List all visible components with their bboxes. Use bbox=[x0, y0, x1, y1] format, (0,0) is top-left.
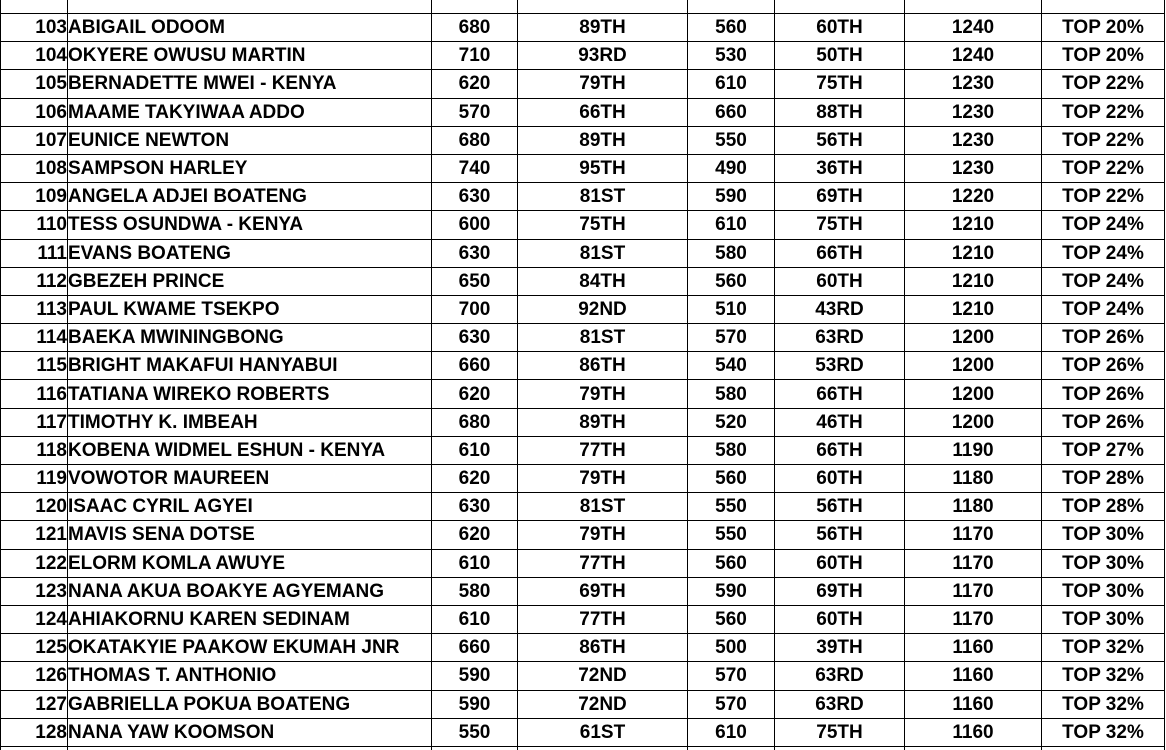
section1-percentile: 61ST bbox=[518, 718, 688, 746]
section1-score: 620 bbox=[432, 380, 518, 408]
section2-percentile: 60TH bbox=[775, 549, 905, 577]
total-score: 1240 bbox=[905, 14, 1042, 42]
rank-band: TOP 22% bbox=[1042, 126, 1165, 154]
candidate-name: BAEKA MWININGBONG bbox=[68, 324, 432, 352]
table-row bbox=[1, 70, 1165, 98]
total-score: 1210 bbox=[905, 239, 1042, 267]
total-score: 1180 bbox=[905, 465, 1042, 493]
table-row bbox=[1, 324, 1165, 352]
row-number: 106 bbox=[1, 98, 68, 126]
rank-band: TOP 30% bbox=[1042, 521, 1165, 549]
candidate-name: ELORM KOMLA AWUYE bbox=[68, 549, 432, 577]
section2-percentile: 66TH bbox=[775, 436, 905, 464]
rank-band: TOP 32% bbox=[1042, 634, 1165, 662]
section2-score: 610 bbox=[688, 718, 775, 746]
section1-percentile: 72ND bbox=[518, 662, 688, 690]
section2-score: 550 bbox=[688, 126, 775, 154]
rank-band: TOP 26% bbox=[1042, 380, 1165, 408]
section1-score: 600 bbox=[432, 211, 518, 239]
total-score: 1230 bbox=[905, 154, 1042, 182]
rank-band: TOP 27% bbox=[1042, 436, 1165, 464]
section2-score: 580 bbox=[688, 239, 775, 267]
section1-score: 630 bbox=[432, 324, 518, 352]
section2-score: 560 bbox=[688, 549, 775, 577]
table-row bbox=[1, 126, 1165, 154]
row-number: 115 bbox=[1, 352, 68, 380]
rank-band: TOP 24% bbox=[1042, 295, 1165, 323]
row-number: 125 bbox=[1, 634, 68, 662]
section2-score: 560 bbox=[688, 267, 775, 295]
bottom-border-row bbox=[1, 746, 1165, 750]
table-row bbox=[1, 605, 1165, 633]
section1-score: 660 bbox=[432, 634, 518, 662]
total-score: 1230 bbox=[905, 126, 1042, 154]
candidate-name: VOWOTOR MAUREEN bbox=[68, 465, 432, 493]
section1-score: 610 bbox=[432, 605, 518, 633]
results-table-body bbox=[1, 0, 1165, 750]
total-score: 1240 bbox=[905, 42, 1042, 70]
candidate-name: BERNADETTE MWEI - KENYA bbox=[68, 70, 432, 98]
row-number: 107 bbox=[1, 126, 68, 154]
total-score: 1210 bbox=[905, 211, 1042, 239]
section2-score: 580 bbox=[688, 380, 775, 408]
table-row bbox=[1, 267, 1165, 295]
table-row bbox=[1, 380, 1165, 408]
section1-score: 610 bbox=[432, 549, 518, 577]
row-number: 123 bbox=[1, 577, 68, 605]
section2-score: 540 bbox=[688, 352, 775, 380]
section1-score: 620 bbox=[432, 521, 518, 549]
section2-percentile: 53RD bbox=[775, 352, 905, 380]
table-row bbox=[1, 295, 1165, 323]
table-row bbox=[1, 154, 1165, 182]
section2-score: 570 bbox=[688, 662, 775, 690]
section2-percentile: 88TH bbox=[775, 98, 905, 126]
section1-percentile: 72ND bbox=[518, 690, 688, 718]
table-row bbox=[1, 408, 1165, 436]
section1-score: 580 bbox=[432, 577, 518, 605]
rank-band: TOP 20% bbox=[1042, 42, 1165, 70]
section1-percentile: 81ST bbox=[518, 183, 688, 211]
section1-score: 700 bbox=[432, 295, 518, 323]
row-number: 103 bbox=[1, 14, 68, 42]
table-row bbox=[1, 465, 1165, 493]
rank-band: TOP 22% bbox=[1042, 70, 1165, 98]
rank-band: TOP 26% bbox=[1042, 324, 1165, 352]
row-number: 105 bbox=[1, 70, 68, 98]
table-row bbox=[1, 183, 1165, 211]
section1-percentile: 84TH bbox=[518, 267, 688, 295]
row-number: 127 bbox=[1, 690, 68, 718]
section1-score: 570 bbox=[432, 98, 518, 126]
section1-percentile: 93RD bbox=[518, 42, 688, 70]
rank-band: TOP 26% bbox=[1042, 408, 1165, 436]
total-score: 1160 bbox=[905, 634, 1042, 662]
section2-score: 660 bbox=[688, 98, 775, 126]
total-score: 1200 bbox=[905, 324, 1042, 352]
section1-percentile: 79TH bbox=[518, 380, 688, 408]
section2-percentile: 56TH bbox=[775, 521, 905, 549]
section1-score: 680 bbox=[432, 408, 518, 436]
section2-score: 530 bbox=[688, 42, 775, 70]
section2-score: 580 bbox=[688, 436, 775, 464]
rank-band: TOP 32% bbox=[1042, 718, 1165, 746]
table-row bbox=[1, 239, 1165, 267]
total-score: 1160 bbox=[905, 690, 1042, 718]
section2-score: 590 bbox=[688, 577, 775, 605]
section1-score: 590 bbox=[432, 662, 518, 690]
row-number: 119 bbox=[1, 465, 68, 493]
row-number: 113 bbox=[1, 295, 68, 323]
candidate-name: AHIAKORNU KAREN SEDINAM bbox=[68, 605, 432, 633]
total-score: 1200 bbox=[905, 352, 1042, 380]
row-number: 112 bbox=[1, 267, 68, 295]
section2-score: 590 bbox=[688, 183, 775, 211]
row-number: 116 bbox=[1, 380, 68, 408]
section2-percentile: 36TH bbox=[775, 154, 905, 182]
section2-score: 510 bbox=[688, 295, 775, 323]
candidate-name: NANA AKUA BOAKYE AGYEMANG bbox=[68, 577, 432, 605]
section1-score: 610 bbox=[432, 436, 518, 464]
total-score: 1160 bbox=[905, 718, 1042, 746]
table-row bbox=[1, 662, 1165, 690]
section1-percentile: 86TH bbox=[518, 352, 688, 380]
row-number: 109 bbox=[1, 183, 68, 211]
section2-percentile: 43RD bbox=[775, 295, 905, 323]
table-row bbox=[1, 634, 1165, 662]
candidate-name: TATIANA WIREKO ROBERTS bbox=[68, 380, 432, 408]
candidate-name: PAUL KWAME TSEKPO bbox=[68, 295, 432, 323]
row-number: 114 bbox=[1, 324, 68, 352]
total-score: 1210 bbox=[905, 267, 1042, 295]
candidate-name: MAVIS SENA DOTSE bbox=[68, 521, 432, 549]
section2-percentile: 56TH bbox=[775, 493, 905, 521]
candidate-name: GABRIELLA POKUA BOATENG bbox=[68, 690, 432, 718]
section2-score: 610 bbox=[688, 211, 775, 239]
section2-score: 560 bbox=[688, 465, 775, 493]
row-number: 108 bbox=[1, 154, 68, 182]
section2-percentile: 66TH bbox=[775, 380, 905, 408]
section2-score: 560 bbox=[688, 605, 775, 633]
rank-band: TOP 32% bbox=[1042, 662, 1165, 690]
section2-percentile: 66TH bbox=[775, 239, 905, 267]
section1-percentile: 81ST bbox=[518, 239, 688, 267]
section2-percentile: 60TH bbox=[775, 465, 905, 493]
section1-percentile: 92ND bbox=[518, 295, 688, 323]
section1-percentile: 79TH bbox=[518, 70, 688, 98]
section1-score: 550 bbox=[432, 718, 518, 746]
table-row bbox=[1, 690, 1165, 718]
total-score: 1170 bbox=[905, 605, 1042, 633]
section1-score: 650 bbox=[432, 267, 518, 295]
section1-percentile: 77TH bbox=[518, 549, 688, 577]
section2-percentile: 69TH bbox=[775, 577, 905, 605]
section2-percentile: 50TH bbox=[775, 42, 905, 70]
row-number: 126 bbox=[1, 662, 68, 690]
section2-score: 550 bbox=[688, 493, 775, 521]
total-score: 1160 bbox=[905, 662, 1042, 690]
section1-score: 680 bbox=[432, 126, 518, 154]
section2-percentile: 60TH bbox=[775, 605, 905, 633]
section1-score: 630 bbox=[432, 239, 518, 267]
section1-score: 630 bbox=[432, 183, 518, 211]
candidate-name: EUNICE NEWTON bbox=[68, 126, 432, 154]
rank-band: TOP 32% bbox=[1042, 690, 1165, 718]
section1-percentile: 75TH bbox=[518, 211, 688, 239]
table-row bbox=[1, 436, 1165, 464]
table-row bbox=[1, 352, 1165, 380]
candidate-name: OKYERE OWUSU MARTIN bbox=[68, 42, 432, 70]
candidate-name: OKATAKYIE PAAKOW EKUMAH JNR bbox=[68, 634, 432, 662]
row-number: 120 bbox=[1, 493, 68, 521]
section2-percentile: 75TH bbox=[775, 718, 905, 746]
section2-percentile: 63RD bbox=[775, 690, 905, 718]
candidate-name: TIMOTHY K. IMBEAH bbox=[68, 408, 432, 436]
total-score: 1200 bbox=[905, 380, 1042, 408]
table-row bbox=[1, 493, 1165, 521]
section2-score: 520 bbox=[688, 408, 775, 436]
section2-percentile: 46TH bbox=[775, 408, 905, 436]
section1-percentile: 66TH bbox=[518, 98, 688, 126]
candidate-name: ANGELA ADJEI BOATENG bbox=[68, 183, 432, 211]
rank-band: TOP 20% bbox=[1042, 14, 1165, 42]
rank-band: TOP 24% bbox=[1042, 239, 1165, 267]
section2-score: 500 bbox=[688, 634, 775, 662]
section2-score: 610 bbox=[688, 70, 775, 98]
rank-band: TOP 28% bbox=[1042, 493, 1165, 521]
rank-band: TOP 24% bbox=[1042, 267, 1165, 295]
total-score: 1170 bbox=[905, 549, 1042, 577]
section1-score: 740 bbox=[432, 154, 518, 182]
section1-percentile: 89TH bbox=[518, 14, 688, 42]
section1-percentile: 79TH bbox=[518, 521, 688, 549]
rank-band: TOP 30% bbox=[1042, 577, 1165, 605]
section2-percentile: 60TH bbox=[775, 14, 905, 42]
total-score: 1170 bbox=[905, 577, 1042, 605]
table-row bbox=[1, 14, 1165, 42]
row-number: 117 bbox=[1, 408, 68, 436]
section1-score: 630 bbox=[432, 493, 518, 521]
candidate-name: ABIGAIL ODOOM bbox=[68, 14, 432, 42]
section1-score: 620 bbox=[432, 70, 518, 98]
section2-percentile: 75TH bbox=[775, 211, 905, 239]
candidate-name: BRIGHT MAKAFUI HANYABUI bbox=[68, 352, 432, 380]
top-border-row bbox=[1, 0, 1165, 14]
section2-score: 490 bbox=[688, 154, 775, 182]
candidate-name: MAAME TAKYIWAA ADDO bbox=[68, 98, 432, 126]
section2-percentile: 75TH bbox=[775, 70, 905, 98]
row-number: 122 bbox=[1, 549, 68, 577]
section2-percentile: 69TH bbox=[775, 183, 905, 211]
table-row bbox=[1, 98, 1165, 126]
rank-band: TOP 28% bbox=[1042, 465, 1165, 493]
total-score: 1170 bbox=[905, 521, 1042, 549]
rank-band: TOP 22% bbox=[1042, 98, 1165, 126]
rank-band: TOP 26% bbox=[1042, 352, 1165, 380]
candidate-name: SAMPSON HARLEY bbox=[68, 154, 432, 182]
section2-score: 550 bbox=[688, 521, 775, 549]
candidate-name: THOMAS T. ANTHONIO bbox=[68, 662, 432, 690]
section2-percentile: 56TH bbox=[775, 126, 905, 154]
section1-percentile: 81ST bbox=[518, 324, 688, 352]
row-number: 124 bbox=[1, 605, 68, 633]
section1-score: 660 bbox=[432, 352, 518, 380]
section1-percentile: 81ST bbox=[518, 493, 688, 521]
section1-percentile: 89TH bbox=[518, 408, 688, 436]
total-score: 1210 bbox=[905, 295, 1042, 323]
section2-percentile: 39TH bbox=[775, 634, 905, 662]
total-score: 1190 bbox=[905, 436, 1042, 464]
section1-percentile: 69TH bbox=[518, 577, 688, 605]
total-score: 1200 bbox=[905, 408, 1042, 436]
section1-score: 620 bbox=[432, 465, 518, 493]
section1-percentile: 86TH bbox=[518, 634, 688, 662]
section2-percentile: 60TH bbox=[775, 267, 905, 295]
table-row bbox=[1, 211, 1165, 239]
row-number: 110 bbox=[1, 211, 68, 239]
candidate-name: ISAAC CYRIL AGYEI bbox=[68, 493, 432, 521]
row-number: 118 bbox=[1, 436, 68, 464]
section1-percentile: 79TH bbox=[518, 465, 688, 493]
total-score: 1230 bbox=[905, 70, 1042, 98]
section2-percentile: 63RD bbox=[775, 662, 905, 690]
total-score: 1180 bbox=[905, 493, 1042, 521]
row-number: 104 bbox=[1, 42, 68, 70]
section2-score: 570 bbox=[688, 690, 775, 718]
section1-score: 710 bbox=[432, 42, 518, 70]
candidate-name: GBEZEH PRINCE bbox=[68, 267, 432, 295]
rank-band: TOP 22% bbox=[1042, 154, 1165, 182]
total-score: 1220 bbox=[905, 183, 1042, 211]
section2-score: 570 bbox=[688, 324, 775, 352]
rank-band: TOP 30% bbox=[1042, 605, 1165, 633]
table-row bbox=[1, 577, 1165, 605]
rank-band: TOP 30% bbox=[1042, 549, 1165, 577]
rank-band: TOP 22% bbox=[1042, 183, 1165, 211]
candidate-name: KOBENA WIDMEL ESHUN - KENYA bbox=[68, 436, 432, 464]
section1-percentile: 89TH bbox=[518, 126, 688, 154]
section1-score: 590 bbox=[432, 690, 518, 718]
table-row bbox=[1, 42, 1165, 70]
rank-band: TOP 24% bbox=[1042, 211, 1165, 239]
row-number: 121 bbox=[1, 521, 68, 549]
row-number: 128 bbox=[1, 718, 68, 746]
row-number: 111 bbox=[1, 239, 68, 267]
table-row bbox=[1, 521, 1165, 549]
section1-percentile: 77TH bbox=[518, 436, 688, 464]
total-score: 1230 bbox=[905, 98, 1042, 126]
section2-percentile: 63RD bbox=[775, 324, 905, 352]
section1-percentile: 95TH bbox=[518, 154, 688, 182]
section1-score: 680 bbox=[432, 14, 518, 42]
table-row bbox=[1, 718, 1165, 746]
section2-score: 560 bbox=[688, 14, 775, 42]
candidate-name: NANA YAW KOOMSON bbox=[68, 718, 432, 746]
candidate-name: EVANS BOATENG bbox=[68, 239, 432, 267]
table-row bbox=[1, 549, 1165, 577]
candidate-name: TESS OSUNDWA - KENYA bbox=[68, 211, 432, 239]
section1-percentile: 77TH bbox=[518, 605, 688, 633]
